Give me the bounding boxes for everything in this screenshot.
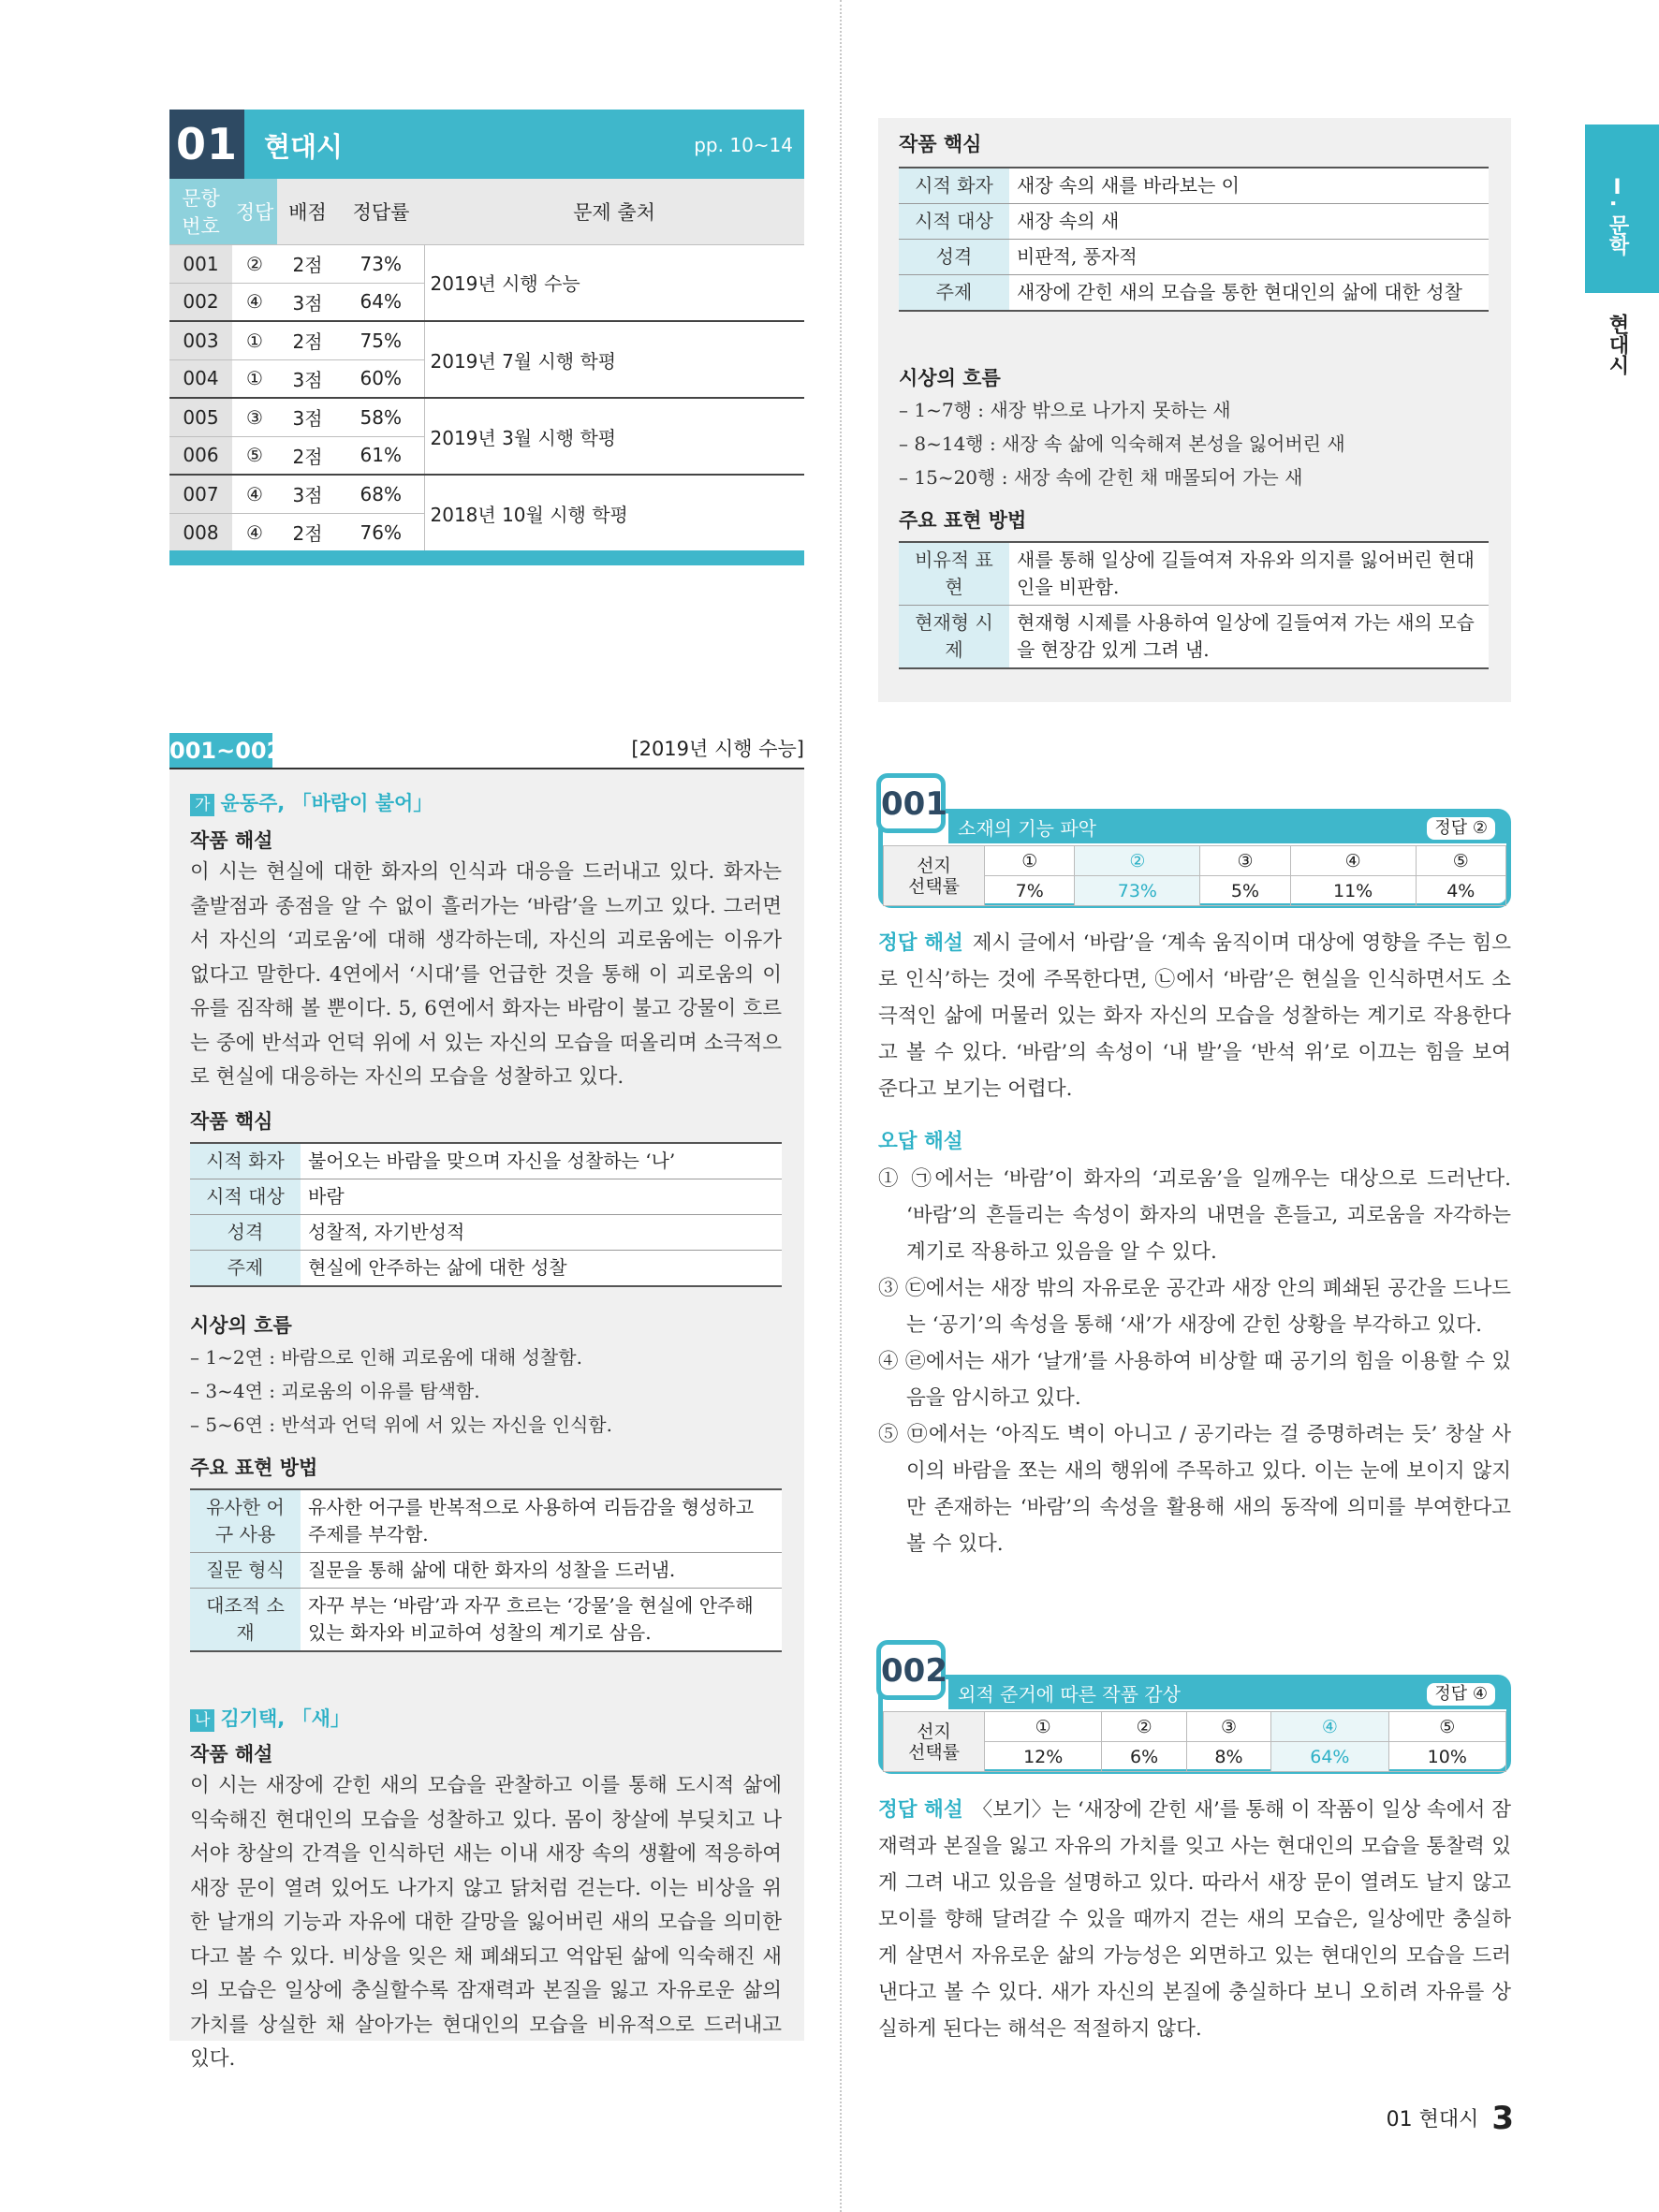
core-label: 주제 <box>190 1251 301 1287</box>
choice: ③ <box>1186 1712 1270 1742</box>
flow-item: – 3~4연 : 괴로움의 이유를 탐색함. <box>190 1380 480 1402</box>
table-row <box>169 475 804 513</box>
choice-header: 선지 <box>917 1721 951 1742</box>
points: 2점 <box>277 244 338 283</box>
points: 3점 <box>277 398 338 436</box>
header-question-number: 문항 번호 <box>169 179 232 244</box>
core-label: 시적 화자 <box>899 168 1009 204</box>
solution-heading: 정답 해설 <box>878 931 963 955</box>
answer: ① <box>232 359 277 398</box>
answer-badge: 정답 ④ <box>1427 1683 1495 1706</box>
rate-header: 선택률 <box>907 1741 961 1763</box>
choice-rate-header <box>884 846 985 906</box>
answer: ④ <box>232 283 277 321</box>
rate: 75% <box>338 321 424 359</box>
poem-title: 김기택, 「새」 <box>220 1707 350 1730</box>
table-row <box>169 244 804 283</box>
core-label: 주제 <box>899 275 1009 312</box>
solution-text <box>878 925 1511 1107</box>
choice: ③ <box>1200 846 1290 876</box>
rate: 73% <box>338 244 424 283</box>
core-label: 시적 화자 <box>190 1143 301 1179</box>
question-number: 006 <box>169 436 232 475</box>
source: 2019년 3월 시행 학평 <box>424 398 804 475</box>
choice: ① <box>985 846 1075 876</box>
expr-label: 대조적 소재 <box>190 1589 301 1652</box>
question-number: 008 <box>169 513 232 551</box>
question-001-stats <box>878 809 1511 908</box>
analysis-text: 이 시는 현실에 대한 화자의 인식과 대응을 드러내고 있다. 화자는 출발점과 종점을 알 수 없이 흘러가는 ‘바람’을 느끼고 있다. 그러면서 자신의 ‘괴로움’에 대해 생각하는데, 자신의 괴로움에는 이유가 없다고 말한다. 4연에서 ‘시대’를 언급한 것을 통해 이 괴로움의 이유를 짐작해 볼 뿐이다. 5, 6연에서 화자는 바람이 불고 강물이 흐르는 중에 반석과 언덕 위에 서 있는 자신의 모습을 떠올리며 소극적으로 현실에 대응하는 자신의 모습을 성찰하고 있다. <box>190 860 782 1089</box>
core-value: 비판적, 풍자적 <box>1009 240 1489 275</box>
expression-table <box>899 541 1489 669</box>
page-footer <box>1387 2100 1514 2137</box>
source: 2018년 10월 시행 학평 <box>424 475 804 551</box>
wrong-answer-list <box>878 1161 1511 1562</box>
poem-tag: 가 <box>190 794 214 816</box>
expression-table <box>190 1488 782 1652</box>
core-value: 바람 <box>301 1179 782 1215</box>
core-label: 성격 <box>190 1215 301 1251</box>
core-value: 현실에 안주하는 삶에 대한 성찰 <box>301 1251 782 1287</box>
choice-rate: 12% <box>985 1742 1102 1772</box>
solution-heading: 정답 해설 <box>878 1798 963 1822</box>
question-002-stats <box>878 1675 1511 1774</box>
core-value: 새장에 갇힌 새의 모습을 통한 현대인의 삶에 대한 성찰 <box>1009 275 1489 312</box>
analysis-title: 작품 해설 <box>190 829 273 852</box>
question-title: 외적 준거에 따른 작품 감상 <box>958 1683 1181 1706</box>
choice: ② <box>1102 1712 1186 1742</box>
header-source: 문제 출처 <box>424 179 804 244</box>
points: 2점 <box>277 513 338 551</box>
table-row <box>169 321 804 359</box>
choice-rate: 10% <box>1388 1742 1505 1772</box>
points: 3점 <box>277 475 338 513</box>
question-title: 소재의 기능 파악 <box>958 817 1096 840</box>
core-value: 성찰적, 자기반성적 <box>301 1215 782 1251</box>
core-label: 시적 대상 <box>190 1179 301 1215</box>
choice-rate-table <box>883 1711 1506 1772</box>
points: 3점 <box>277 359 338 398</box>
poem-tag: 나 <box>190 1709 214 1732</box>
flow-item: – 1~2연 : 바람으로 인해 괴로움에 대해 성찰함. <box>190 1346 582 1369</box>
expression-title: 주요 표현 방법 <box>190 1457 318 1479</box>
source: 2019년 시행 수능 <box>424 244 804 321</box>
solution-text <box>878 1792 1511 2047</box>
expr-label: 현재형 시제 <box>899 606 1009 669</box>
expr-value: 자꾸 부는 ‘바람’과 자꾸 흐르는 ‘강물’을 현실에 안주해 있는 화자와 비교하여 성찰의 계기로 삼음. <box>301 1589 782 1652</box>
choice-rate: 7% <box>985 876 1075 906</box>
core-table <box>190 1142 782 1287</box>
answer-table-footer-bar <box>169 550 804 565</box>
core-title: 작품 핵심 <box>190 1110 273 1133</box>
choice-header: 선지 <box>917 855 951 876</box>
points: 2점 <box>277 436 338 475</box>
expression-title: 주요 표현 방법 <box>899 509 1027 532</box>
choice: ④ <box>1271 1712 1388 1742</box>
answer: ③ <box>232 398 277 436</box>
section-tab-label: 현대시 <box>1606 314 1629 375</box>
choice-rate: 6% <box>1102 1742 1186 1772</box>
flow-title: 시상의 흐름 <box>190 1314 292 1337</box>
poem-commentary-box <box>169 769 804 2071</box>
flow-item: – 8~14행 : 새장 속 삶에 익숙해져 본성을 잃어버린 새 <box>899 432 1345 455</box>
choice-rate: 5% <box>1200 876 1290 906</box>
rate: 76% <box>338 513 424 551</box>
page-number: 3 <box>1491 2100 1514 2137</box>
choice-rate: 8% <box>1186 1742 1270 1772</box>
work-summary-box <box>878 118 1511 702</box>
header-answer: 정답 <box>232 179 277 244</box>
core-value: 새장 속의 새를 바라보는 이 <box>1009 168 1489 204</box>
column-divider <box>840 0 842 2212</box>
chapter-tab-label: Ⅰ. 문학 <box>1606 176 1629 256</box>
rate: 60% <box>338 359 424 398</box>
expr-label: 질문 형식 <box>190 1553 301 1589</box>
exam-source: [2019년 시행 수능] <box>631 738 804 760</box>
core-label: 성격 <box>899 240 1009 275</box>
choice-rate-header <box>884 1712 985 1772</box>
points: 2점 <box>277 321 338 359</box>
core-value: 불어오는 바람을 맞으며 자신을 성찰하는 ‘나’ <box>301 1143 782 1179</box>
expr-value: 유사한 어구를 반복적으로 사용하여 리듬감을 형성하고 주제를 부각함. <box>301 1489 782 1553</box>
core-label: 시적 대상 <box>899 204 1009 240</box>
question-number: 004 <box>169 359 232 398</box>
question-title-bar <box>948 1679 1506 1709</box>
list-item: ③ ㉢에서는 새장 밖의 자유로운 공간과 새장 안의 폐쇄된 공간을 드나드는 ‘공기’의 속성을 통해 ‘새’가 새장에 갇힌 상황을 부각하고 있다. <box>878 1277 1511 1337</box>
answer: ④ <box>232 513 277 551</box>
answer: ⑤ <box>232 436 277 475</box>
choice: ⑤ <box>1388 1712 1505 1742</box>
question-number: 002 <box>169 283 232 321</box>
flow-item: – 5~6연 : 반석과 언덕 위에 서 있는 자신을 인식함. <box>190 1414 612 1436</box>
page-range: pp. 10~14 <box>694 134 793 156</box>
rate-header: 선택률 <box>907 875 961 897</box>
poem-title: 윤동주, 「바람이 불어」 <box>220 792 433 814</box>
expr-value: 현재형 시제를 사용하여 일상에 길들여져 가는 새의 모습을 현장감 있게 그려 냄. <box>1009 606 1489 669</box>
list-item: ⑤ ㉤에서는 ‘아직도 벽이 아니고 / 공기라는 걸 증명하려는 듯’ 창살 사이의 바람을 쪼는 새의 행위에 주목하고 있다. 이는 눈에 보이지 않지만 존재하는 ‘바람’의 속성을 활용해 새의 동작에 의미를 부여한다고 볼 수 있다. <box>878 1423 1511 1556</box>
list-item: ① ㉠에서는 ‘바람’이 화자의 ‘괴로움’을 일깨우는 대상으로 드러난다. ‘바람’의 흔들리는 속성이 화자의 내면을 흔들고, 괴로움을 자각하는 계기로 작용하고 있음을 알 수 있다. <box>878 1167 1511 1264</box>
answer-table <box>169 179 804 552</box>
answer: ② <box>232 244 277 283</box>
choice-rate-table <box>883 845 1506 906</box>
question-number-badge: 001 <box>876 773 946 833</box>
rate: 58% <box>338 398 424 436</box>
unit-title: 현대시 <box>264 131 344 163</box>
points: 3점 <box>277 283 338 321</box>
choice-rate: 64% <box>1271 1742 1388 1772</box>
answer: ④ <box>232 475 277 513</box>
flow-title: 시상의 흐름 <box>899 367 1001 389</box>
list-item: ④ ㉣에서는 새가 ‘날개’를 사용하여 비상할 때 공기의 힘을 이용할 수 있음을 암시하고 있다. <box>878 1350 1511 1410</box>
header-points: 배점 <box>277 179 338 244</box>
rate: 61% <box>338 436 424 475</box>
question-title-bar <box>948 813 1506 843</box>
expr-value: 질문을 통해 삶에 대한 화자의 성찰을 드러냄. <box>301 1553 782 1589</box>
question-number: 003 <box>169 321 232 359</box>
solution-body: 〈보기〉는 ‘새장에 갇힌 새’를 통해 이 작품이 일상 속에서 잠재력과 본질을 잃고 자유의 가치를 잊고 사는 현대인의 모습을 통찰력 있게 그려 내고 있음을 설명하고 있다. 따라서 새장 문이 열려도 날지 않고 모이를 향해 달려갈 수 있을 때까지 걷는 새의 모습은, 일상에만 충실하게 살면서 자유로운 삶의 가능성은 외면하고 있는 현대인의 모습을 드러낸다고 볼 수 있다. 새가 자신의 본질에 충실하다 보니 오히려 자유를 상실하게 된다는 해석은 적절하지 않다. <box>878 1798 1511 2041</box>
expr-label: 유사한 어구 사용 <box>190 1489 301 1553</box>
choice-rate: 4% <box>1416 876 1505 906</box>
choice-rate: 73% <box>1075 876 1200 906</box>
analysis-title: 작품 해설 <box>190 1743 273 1765</box>
core-table <box>899 167 1489 312</box>
question-range-label: 001~002 <box>169 733 272 769</box>
answer-badge: 정답 ② <box>1427 817 1495 840</box>
choice-rate: 11% <box>1290 876 1416 906</box>
table-row <box>169 398 804 436</box>
flow-item: – 15~20행 : 새장 속에 갇힌 채 매몰되어 가는 새 <box>899 466 1303 489</box>
source: 2019년 7월 시행 학평 <box>424 321 804 398</box>
solution-body: 제시 글에서 ‘바람’을 ‘계속 움직이며 대상에 영향을 주는 힘으로 인식’하는 것에 주목한다면, ㉡에서 ‘바람’은 현실을 인식하면서도 소극적인 삶에 머물러 있는 화자 자신의 모습을 성찰하는 계기로 작용한다고 볼 수 있다. ‘바람’의 속성이 ‘내 발’을 ‘반석 위’로 이끄는 힘을 보여 준다고 보기는 어렵다. <box>878 931 1511 1101</box>
question-number: 005 <box>169 398 232 436</box>
choice: ④ <box>1290 846 1416 876</box>
core-value: 새장 속의 새 <box>1009 204 1489 240</box>
footer-section: 01 현대시 <box>1386 2108 1479 2131</box>
rate: 68% <box>338 475 424 513</box>
choice: ② <box>1075 846 1200 876</box>
expr-label: 비유적 표현 <box>899 542 1009 606</box>
analysis-text: 이 시는 새장에 갇힌 새의 모습을 관찰하고 이를 통해 도시적 삶에 익숙해진 현대인의 모습을 성찰하고 있다. 몸이 창살에 부딪치고 나서야 창살의 간격을 인식하던 새는 이내 새장 속의 생활에 적응하여 새장 문이 열려 있어도 나가지 않고 닭처럼 걷는다. 이는 비상을 위한 날개의 기능과 자유에 대한 갈망을 잃어버린 새의 모습을 의미한다고 볼 수 있다. 비상을 잊은 채 폐쇄되고 억압된 삶에 익숙해진 새의 모습은 일상에 충실할수록 잠재력과 본질을 잃고 자유로운 삶의 가치를 상실한 채 살아가는 현대인의 모습을 비유적으로 드러내고 있다. <box>190 1774 782 2071</box>
expr-value: 새를 통해 일상에 길들여져 자유와 의지를 잃어버린 현대인을 비판함. <box>1009 542 1489 606</box>
answer: ① <box>232 321 277 359</box>
unit-number: 01 <box>169 110 244 179</box>
question-number: 001 <box>169 244 232 283</box>
header-rate: 정답률 <box>338 179 424 244</box>
rate: 64% <box>338 283 424 321</box>
question-number-badge: 002 <box>876 1640 946 1700</box>
choice: ① <box>985 1712 1102 1742</box>
wrong-answer-heading: 오답 해설 <box>878 1130 963 1153</box>
core-title: 작품 핵심 <box>899 133 982 155</box>
flow-item: – 1~7행 : 새장 밖으로 나가지 못하는 새 <box>899 399 1231 421</box>
choice: ⑤ <box>1416 846 1505 876</box>
question-number: 007 <box>169 475 232 513</box>
